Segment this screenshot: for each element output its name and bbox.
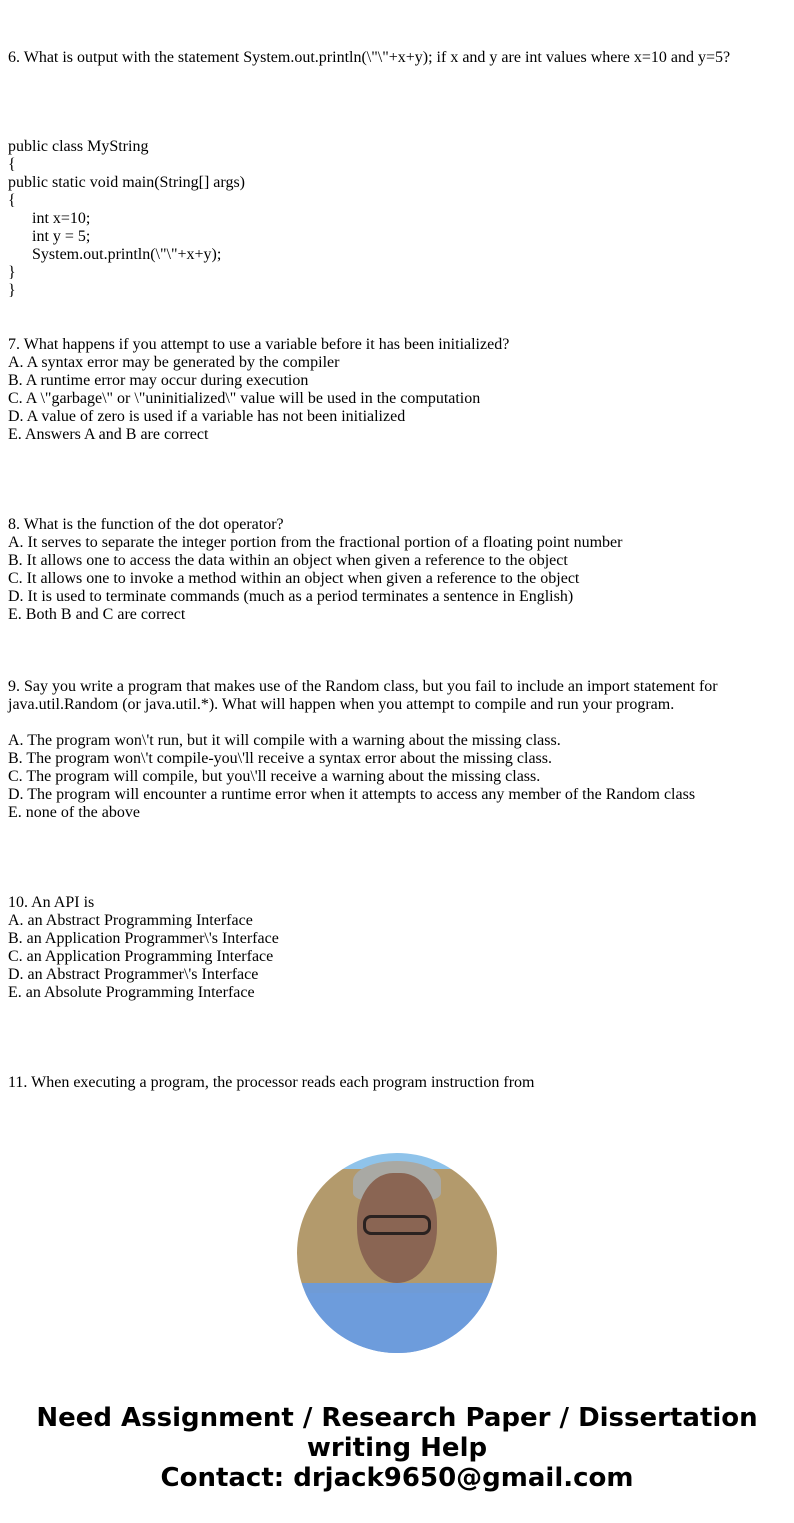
code-line: } [8, 282, 16, 299]
photo-shirt [297, 1293, 497, 1353]
photo-glasses [363, 1215, 431, 1235]
question-6 [8, 49, 786, 67]
question-text: java.util.Random (or java.util.*). What will happen when you attempt to compile and run your program. [8, 696, 675, 713]
banner-line: writing Help [306, 1433, 488, 1463]
option: D. The program will encounter a runtime error when it attempts to access any member of the Random class [8, 786, 696, 803]
option: E. none of the above [8, 804, 140, 821]
option: B. The program won\'t compile-you\'ll receive a syntax error about the missing class. [8, 750, 552, 767]
question-9 [8, 678, 786, 822]
question-text: 8. What is the function of the dot operator? [8, 516, 284, 533]
question-8 [8, 516, 786, 624]
code-line: } [8, 264, 16, 281]
contact-banner [0, 1403, 794, 1493]
author-photo [297, 1153, 497, 1353]
code-line: { [8, 156, 16, 173]
option: B. It allows one to access the data within an object when given a reference to the object [8, 552, 568, 569]
question-text: 7. What happens if you attempt to use a variable before it has been initialized? [8, 336, 510, 353]
option: A. an Abstract Programming Interface [8, 912, 253, 929]
code-block [8, 138, 786, 300]
option: E. Answers A and B are correct [8, 426, 209, 443]
option: D. A value of zero is used if a variable has not been initialized [8, 408, 406, 425]
question-text: 10. An API is [8, 894, 95, 911]
question-text: 9. Say you write a program that makes use of the Random class, but you fail to include an import statement for [8, 678, 718, 695]
option: A. A syntax error may be generated by the compiler [8, 354, 340, 371]
banner-line: Need Assignment / Research Paper / Dissertation [36, 1403, 758, 1433]
code-line: int x=10; [32, 210, 91, 227]
option: E. Both B and C are correct [8, 606, 186, 623]
code-line: int y = 5; [32, 228, 91, 245]
option: A. The program won\'t run, but it will compile with a warning about the missing class. [8, 732, 561, 749]
option: C. an Application Programming Interface [8, 948, 274, 965]
code-line: System.out.println(\"\"+x+y); [32, 246, 222, 263]
option: E. an Absolute Programming Interface [8, 984, 255, 1001]
option: C. A \"garbage\" or \"uninitialized\" value will be used in the computation [8, 390, 481, 407]
option: C. The program will compile, but you\'ll receive a warning about the missing class. [8, 768, 541, 785]
question-11 [8, 1074, 786, 1092]
option: A. It serves to separate the integer portion from the fractional portion of a floating point number [8, 534, 623, 551]
question-text: 6. What is output with the statement System.out.println(\"\"+x+y); if x and y are int values where x=10 and y=5? [8, 49, 731, 66]
question-10 [8, 894, 786, 1002]
code-line: public class MyString [8, 138, 149, 155]
code-line: { [8, 192, 16, 209]
code-line: public static void main(String[] args) [8, 174, 245, 191]
contact-email: Contact: drjack9650@gmail.com [160, 1463, 634, 1493]
option: B. an Application Programmer\'s Interface [8, 930, 279, 947]
option: D. an Abstract Programmer\'s Interface [8, 966, 259, 983]
option: B. A runtime error may occur during execution [8, 372, 309, 389]
option: C. It allows one to invoke a method within an object when given a reference to the object [8, 570, 580, 587]
option: D. It is used to terminate commands (much as a period terminates a sentence in English) [8, 588, 574, 605]
spacer [8, 714, 786, 732]
question-text: 11. When executing a program, the processor reads each program instruction from [8, 1074, 535, 1091]
question-7 [8, 336, 786, 444]
